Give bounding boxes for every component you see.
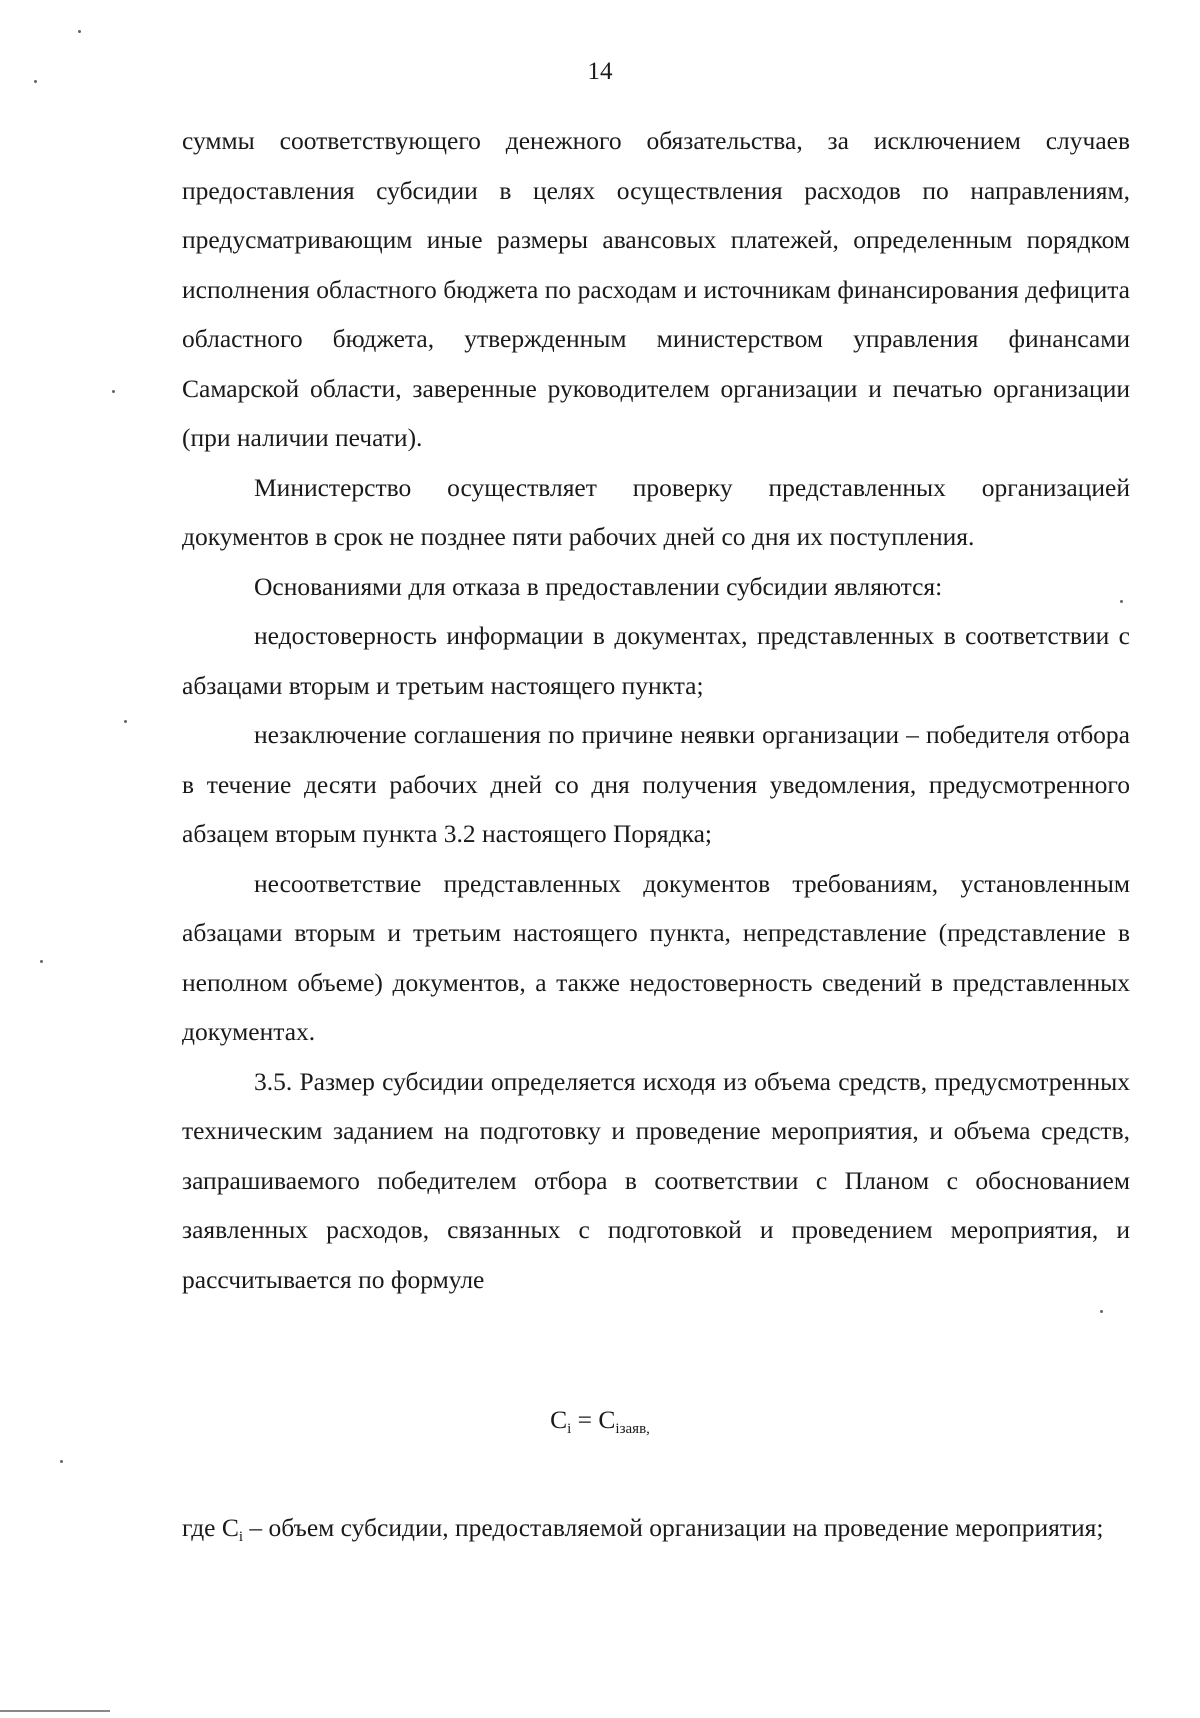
where-prefix: где C	[182, 1513, 239, 1542]
paragraph-ground-noncompliance: несоответствие представленных документов требованиям, установленным абзацами вторым и третьим настоящего пункта, непредставление (представление в неполном объеме) документов, а также недостоверность сведений в представленных документах.	[182, 868, 1130, 1046]
paragraph-ministry-check: Министерство осуществляет проверку представленных организацией документов в срок не позднее пяти рабочих дней со дня их поступления.	[182, 472, 1130, 551]
paragraph-subsidy-size: 3.5. Размер субсидии определяется исходя из объема средств, предусмотренных техническим заданием на подготовку и проведение мероприятия, и объема средств, запрашиваемого победителем отбора в соответствии с Планом с обоснованием заявленных расходов, связанных с подготовкой и проведением мероприятия, и рассчитывается по формуле	[182, 1066, 1130, 1294]
scan-speck	[40, 960, 43, 963]
scan-speck	[124, 720, 127, 723]
formula-rhs-subscript: iзаяв,	[615, 1421, 650, 1437]
scan-speck	[78, 30, 81, 33]
paragraph-refusal-grounds: Основаниями для отказа в предоставлении субсидии являются:	[254, 571, 943, 601]
scan-speck	[1100, 1310, 1103, 1313]
document-body	[182, 116, 1130, 1304]
subsidy-formula	[0, 1405, 1200, 1438]
scan-edge-mark	[0, 1710, 110, 1712]
formula-explanation	[182, 1503, 1130, 1563]
scan-speck	[112, 390, 115, 393]
paragraph-continuation: суммы соответствующего денежного обязательства, за исключением случаев предоставления субсидии в целях осуществления расходов по направлениям, предусматривающим иные размеры авансовых платежей, определенным порядком исполнения областного бюджета по расходам и источникам финансирования дефицита областного бюджета, утвержденным министерством управления финансами Самарской области, заверенные руководителем организации и печатью организации (при наличии печати).	[182, 126, 1130, 452]
where-text: – объем субсидии, предоставляемой организации на проведение мероприятия;	[243, 1513, 1104, 1542]
scan-speck	[60, 1460, 63, 1463]
paragraph-ground-no-agreement: незаключение соглашения по причине неявки организации – победителя отбора в течение десяти рабочих дней со дня получения уведомления, предусмотренного абзацем вторым пункта 3.2 настоящего Порядка;	[182, 720, 1130, 848]
page-number: 14	[587, 58, 613, 85]
formula-rhs: C	[598, 1405, 616, 1434]
formula-lhs-subscript: i	[567, 1421, 572, 1437]
formula-equals: =	[571, 1405, 599, 1434]
scan-speck	[1120, 600, 1123, 603]
formula-lhs: C	[550, 1405, 568, 1434]
scan-speck	[34, 80, 37, 83]
where-subscript: i	[238, 1529, 244, 1545]
paragraph-ground-unreliable-info: недостоверность информации в документах, представленных в соответствии с абзацами вторым и третьим настоящего пункта;	[182, 621, 1130, 700]
